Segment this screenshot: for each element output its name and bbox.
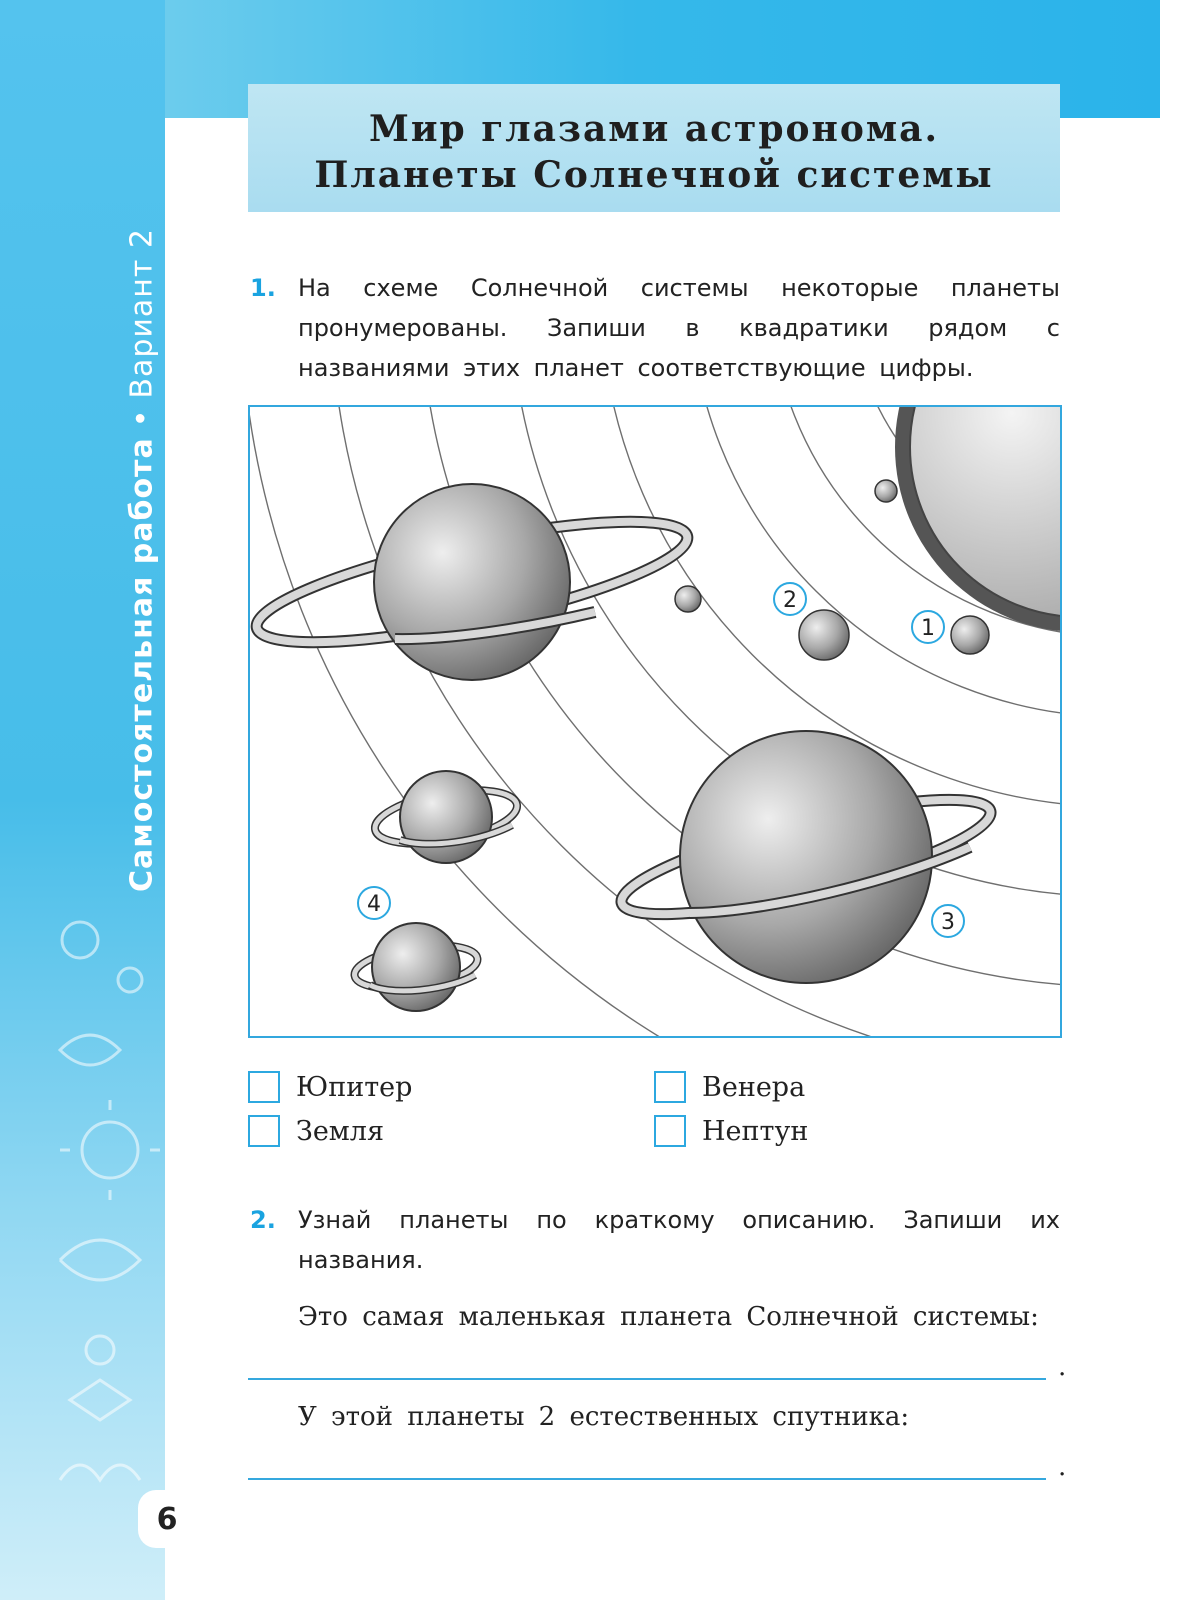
option-label: Венера bbox=[702, 1071, 806, 1103]
answer-options bbox=[248, 1067, 1060, 1177]
answer-end-mark-2: . bbox=[1058, 1452, 1067, 1482]
side-banner-variant: Вариант 2 bbox=[124, 227, 160, 399]
svg-text:4: 4 bbox=[367, 892, 381, 917]
side-banner-title bbox=[125, 228, 160, 892]
page-title-line1: Мир глазами астронома. bbox=[368, 108, 940, 150]
page-title-line2: Планеты Солнечной системы bbox=[314, 154, 994, 196]
saturn-like-planet-medium bbox=[371, 771, 521, 863]
task-1-number: 1. bbox=[250, 274, 276, 302]
planet-label-3 bbox=[932, 905, 964, 937]
task-2-number: 2. bbox=[250, 1206, 276, 1234]
option-jupiter bbox=[248, 1067, 412, 1107]
svg-text:3: 3 bbox=[941, 910, 955, 935]
task-1-text: На схеме Солнечной системы некоторые планеты пронумерованы. Запиши в квадратики рядом с названиями этих планет соответствующие цифры. bbox=[298, 274, 1060, 382]
jupiter-like-planet bbox=[250, 484, 696, 680]
answer-line-2[interactable] bbox=[248, 1478, 1046, 1480]
answer-end-mark-1: . bbox=[1058, 1352, 1067, 1382]
answer-box-venus[interactable] bbox=[654, 1071, 686, 1103]
task-1 bbox=[250, 268, 1060, 388]
page-title bbox=[248, 84, 1060, 212]
side-banner-separator: • bbox=[124, 408, 160, 428]
answer-box-earth[interactable] bbox=[248, 1115, 280, 1147]
option-label: Юпитер bbox=[296, 1071, 413, 1103]
task-2-text: Узнай планеты по краткому описанию. Запиши их названия. bbox=[298, 1206, 1060, 1274]
svg-text:2: 2 bbox=[783, 588, 797, 613]
page-number: 6 bbox=[138, 1490, 196, 1548]
planet-label-2 bbox=[774, 583, 806, 615]
saturn-like-planet-large bbox=[613, 731, 999, 983]
side-banner-label: Самостоятельная работа bbox=[124, 437, 160, 893]
planet-label-4 bbox=[358, 887, 390, 919]
option-label: Нептун bbox=[702, 1115, 809, 1147]
option-earth bbox=[248, 1111, 384, 1151]
answer-box-jupiter[interactable] bbox=[248, 1071, 280, 1103]
solar-system-illustration bbox=[250, 407, 1060, 1036]
answer-box-neptune[interactable] bbox=[654, 1115, 686, 1147]
task-2 bbox=[250, 1200, 1060, 1280]
solar-system-diagram bbox=[248, 405, 1062, 1038]
question-2: У этой планеты 2 естественных спутника: bbox=[298, 1402, 910, 1432]
saturn-like-planet-small bbox=[352, 923, 480, 1011]
sun-shape bbox=[895, 407, 1060, 632]
option-neptune bbox=[654, 1111, 808, 1151]
svg-text:1: 1 bbox=[921, 616, 935, 641]
decorative-doodles bbox=[40, 900, 170, 1550]
answer-line-1[interactable] bbox=[248, 1378, 1046, 1380]
option-venus bbox=[654, 1067, 805, 1107]
option-label: Земля bbox=[296, 1115, 384, 1147]
planet-label-1 bbox=[912, 611, 944, 643]
question-1: Это самая маленькая планета Солнечной системы: bbox=[298, 1302, 1039, 1332]
